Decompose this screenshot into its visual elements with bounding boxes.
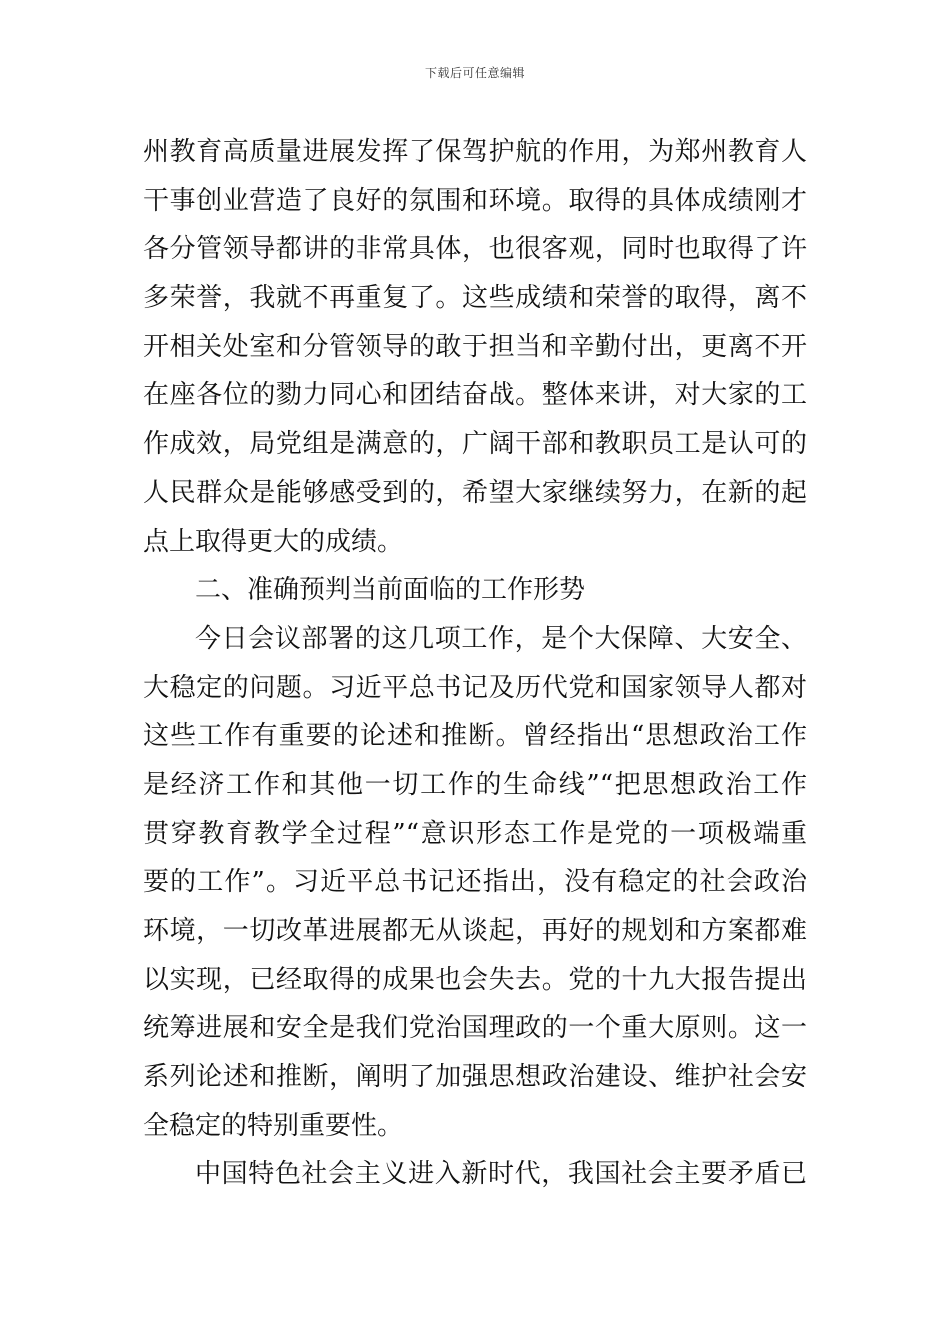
text-line: 人民群众是能够感受到的，希望大家继续努力，在新的起 (143, 477, 807, 508)
text-line: 开相关处室和分管领导的敢于担当和辛勤付出，更离不开 (143, 331, 807, 362)
page-header: 下载后可任意编辑 (424, 66, 525, 80)
text-line: 贯穿教育教学全过程”“意识形态工作是党的一项极端重 (143, 818, 807, 849)
text-line: 各分管领导都讲的非常具体，也很客观，同时也取得了许 (143, 234, 807, 265)
text-line: 点上取得更大的成绩。 (143, 526, 404, 557)
text-line: 今日会议部署的这几项工作，是个大保障、大安全、 (195, 623, 807, 654)
text-line: 作成效，局党组是满意的，广阔干部和教职员工是认可的 (143, 429, 807, 460)
text-line: 以实现，已经取得的成果也会失去。党的十九大报告提出 (143, 964, 807, 995)
text-line: 在座各位的勠力同心和团结奋战。整体来讲，对大家的工 (143, 380, 807, 411)
text-line: 二、准确预判当前面临的工作形势 (195, 575, 586, 606)
text-line: 州教育高质量进展发挥了保驾护航的作用，为郑州教育人 (143, 137, 807, 167)
text-line: 环境，一切改革进展都无从谈起，再好的规划和方案都难 (143, 916, 807, 946)
text-line: 系列论述和推断，阐明了加强思想政治建设、维护社会安 (143, 1062, 807, 1093)
text-line: 干事创业营造了良好的氛围和环境。取得的具体成绩刚才 (143, 185, 807, 216)
text-line: 这些工作有重要的论述和推断。曾经指出“思想政治工作 (143, 721, 807, 752)
text-line: 中国特色社会主义进入新时代，我国社会主要矛盾已 (195, 1159, 807, 1190)
text-line: 要的工作”。习近平总书记还指出，没有稳定的社会政治 (143, 867, 807, 898)
text-line: 大稳定的问题。习近平总书记及历代党和国家领导人都对 (143, 672, 807, 703)
text-line: 统筹进展和安全是我们党治国理政的一个重大原则。这一 (143, 1013, 807, 1044)
text-line: 是经济工作和其他一切工作的生命线”“把思想政治工作 (143, 769, 807, 800)
text-line: 多荣誉，我就不再重复了。这些成绩和荣誉的取得，离不 (143, 283, 807, 314)
body-text (143, 128, 807, 1199)
text-line: 全稳定的特别重要性。 (143, 1110, 404, 1141)
